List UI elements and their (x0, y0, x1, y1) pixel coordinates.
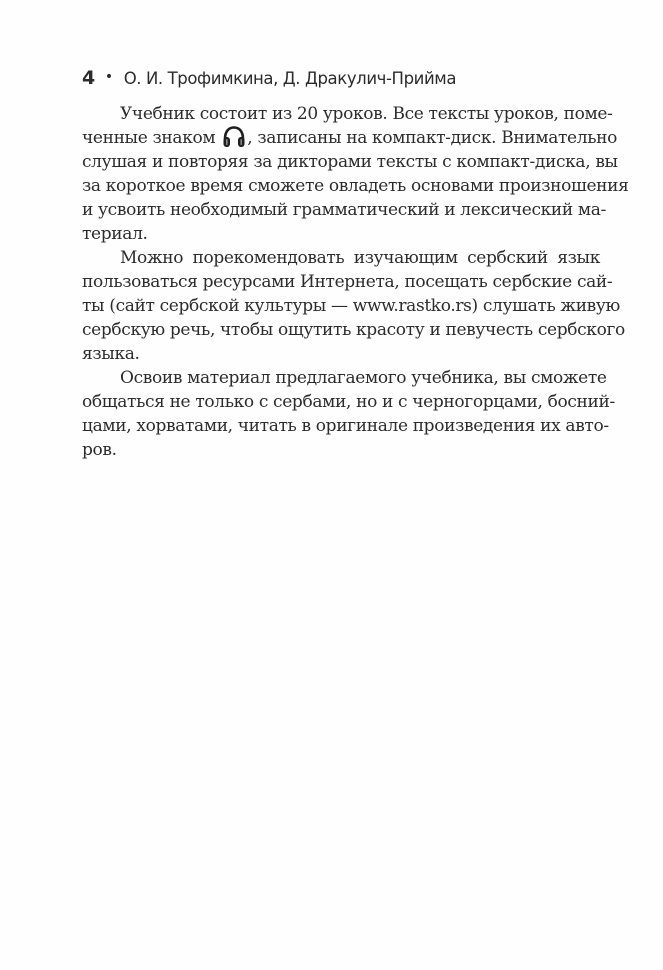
page-number: 4 (82, 67, 95, 89)
text-line: Освоив материал предлагаемого учебника, вы сможете (120, 368, 607, 388)
text-line: пользоваться ресурсами Интернета, посещать сербские сай- (82, 272, 613, 292)
headphones-icon (222, 126, 246, 148)
text-line: териал. (82, 224, 148, 244)
text-line: ров. (82, 440, 117, 460)
text-line: Учебник состоит из 20 уроков. Все тексты уроков, поме- (120, 104, 613, 124)
text-fragment: , записаны на компакт-диск. Внимательно (247, 128, 617, 148)
text-line: за короткое время сможете овладеть основами произношения (82, 176, 629, 196)
text-line: цами, хорватами, читать в оригинале произведения их авто- (82, 416, 609, 436)
body-text (82, 102, 629, 462)
header-authors: О. И. Трофимкина, Д. Дракулич-Прийма (123, 68, 457, 88)
paragraph (82, 246, 625, 366)
text-line: ты (сайт сербской культуры — www.rastko.rs) слушать живую (82, 296, 620, 316)
text-line-with-icon (82, 126, 617, 150)
text-fragment: ченные знаком (82, 128, 221, 148)
text-line: Можно порекомендовать изучающим сербский язык (120, 248, 600, 268)
paragraph (82, 366, 615, 462)
paragraph (82, 102, 629, 246)
text-line: общаться не только с сербами, но и с черногорцами, босний- (82, 392, 615, 412)
header-separator: • (104, 69, 113, 85)
running-header (82, 66, 456, 90)
text-line: языка. (82, 344, 140, 364)
text-line: слушая и повторяя за дикторами тексты с компакт-диска, вы (82, 152, 618, 172)
text-line: и усвоить необходимый грамматический и лексический ма- (82, 200, 606, 220)
text-line: сербскую речь, чтобы ощутить красоту и певучесть сербского (82, 320, 625, 340)
